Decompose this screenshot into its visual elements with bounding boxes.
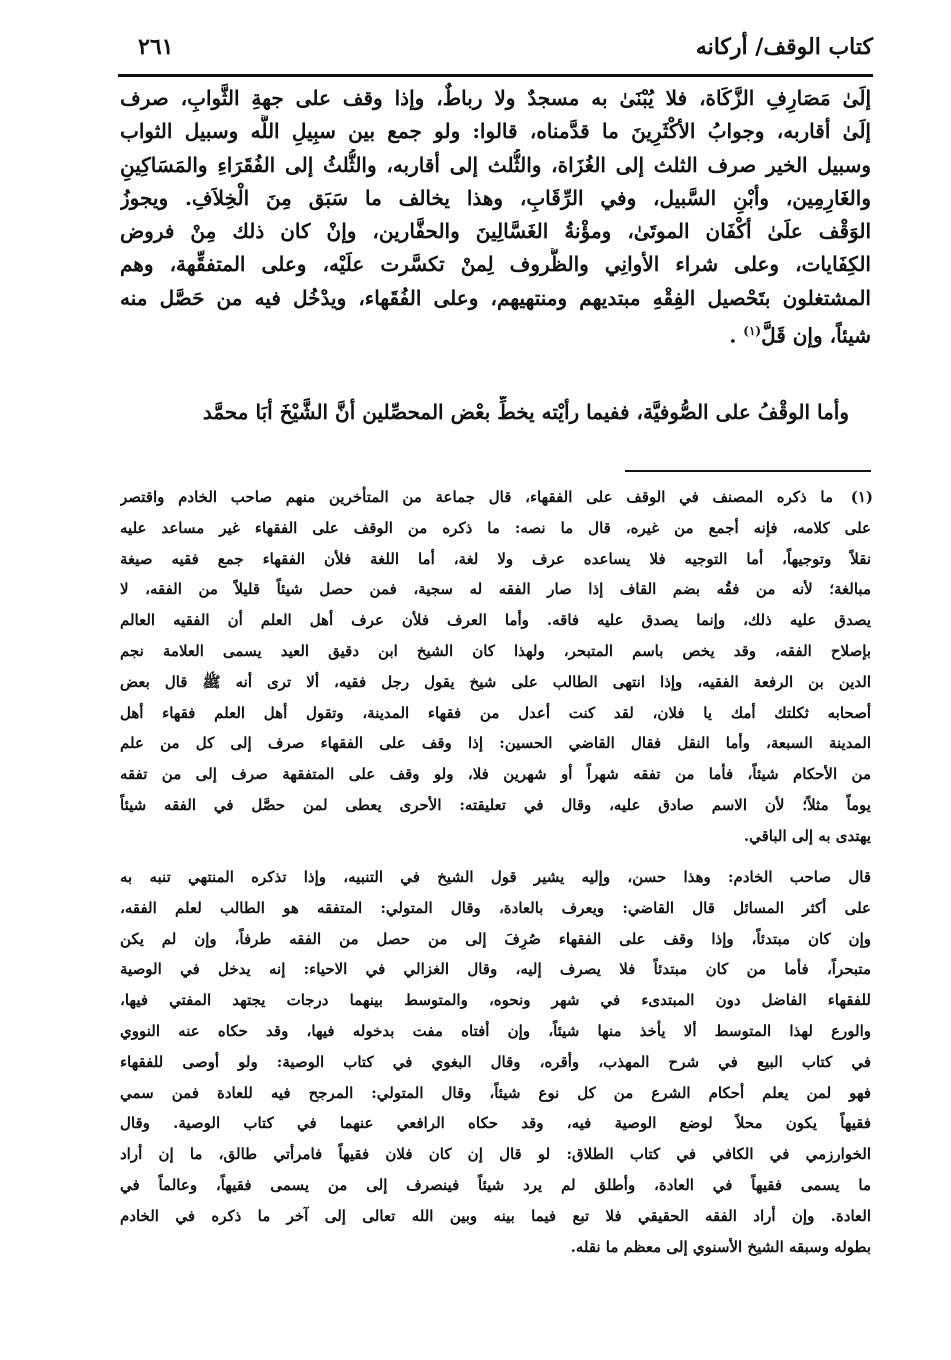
text-line: والغَارِمِين، وأبْنِ السَّبيل، وفي الرِّقَابِ، وهذا يخالف ما سَبَق مِنَ الْخِلاَفِ. ويجوزُ bbox=[120, 185, 871, 210]
text-line: مبالغة؛ لأنه من فقُه بضم القاف إذا صار الفقه له سجية، فمن حصل شيئاً قليلاً من الفقه، لا bbox=[120, 580, 871, 599]
text-line: وإن كان مبتدئاً، وإذا وقف على الفقهاء صُرِفَ إلى من حصل من الفقه طرفاً، وإن لم يكن bbox=[120, 929, 871, 948]
running-title: كتاب الوقف/ أركانه bbox=[695, 34, 873, 60]
text-line: يهتدى به إلى الباقي. bbox=[743, 826, 871, 845]
text-line: العادة. وإن أراد الفقه الحقيقي فلا تبع فيما بينه وبين الله تعالى إلى آخر ما ذكره في الخادم bbox=[120, 1206, 871, 1225]
footnote-1 bbox=[120, 482, 871, 852]
text-line: بإصلاح الفقه، وقد يخص باسم المتبحر، ولهذا كان الشيخ ابن دقيق العيد يسمى العلامة نجم bbox=[120, 641, 871, 660]
text-line: في كتاب البيع في شرح المهذب، وأقره، وقال البغوي في كتاب الوصية: ولو أوصى للفقهاء bbox=[120, 1052, 871, 1071]
text-line: من الأحكام شيئاً، فأما من تفقه شهراً أو شهرين فلا، ولو وقف على المتفقهة صرف إلى من تفقه bbox=[120, 765, 871, 784]
footnote-body bbox=[120, 482, 871, 852]
text-line: يصدق عليه ذلك، وإنما يصدق عليه فاقه. وأما العرف فلأن عرف أهل العلم أن الفقيه العالم bbox=[120, 611, 871, 630]
text-line: والورع لهذا المتوسط ألا يأخذ منها شيئاً، وإن أفتاه مفت بدخوله فيها، وقد حكاه عنه النووي bbox=[120, 1021, 871, 1040]
text-line: فهو لمن يعلم أحكام الشرع من كل نوع شيئاً، وقال المتولي: المرجح فيه للعادة فمن سمي bbox=[120, 1083, 871, 1102]
text-line: المشتغلون بتَحْصيل الفِقْهِ مبتديهم ومنتهيهم، وعلى الفُقَهاء، ويدْخُل فيه من حَصَّل منه bbox=[120, 285, 871, 310]
text-line: متبحراً، فأما من كان مبتدئاً فلا يصرف إليه، وقال الغزالي في الاحياء: إنه يدخل في الوصية bbox=[120, 960, 871, 979]
text-line: فقيهاً يكون محلاً لوضع الوصية فيه، وقد حكاه الرافعي عنهما في كتاب الوصية. وقال bbox=[120, 1114, 871, 1133]
text-line: الخوارزمي في الكافي في كتاب الطلاق: لو قال إن كان فلان فقيهاً فامرأتي طالق، ما إن أراد bbox=[120, 1145, 871, 1164]
text-line: نقلاً وتوجيهاً، أما التوجيه فلا يساعده عرف ولا لغة، أما اللغة فلأن الفقهاء جمع فقيه صيغة bbox=[120, 549, 871, 568]
text-line: ما ذكره المصنف في الوقف على الفقهاء، قال جماعة من المتأخرين منهم صاحب الخادم واقتصر bbox=[120, 488, 833, 506]
text-line: إلَىٰ مَصَارِفِ الزَّكَاة، فلا يُبْنَىٰ به مسجدٌ ولا رباطٌ، وإذا وقف على جهةِ الثَّوابِ، صرف bbox=[120, 86, 871, 110]
text-line: للفقهاء الفاضل دون المبتدىء في شهر ونحوه، والمتوسط بينهما درجات يجتهد المفتي فيها، bbox=[120, 991, 871, 1010]
text-line: أصحابه ثكلتك أمك يا فلان، لقد كنت أعدل من فقهاء المدينة، وتقول أهل العلم فقهاء أهل bbox=[120, 703, 871, 722]
footnote-1-continued bbox=[120, 862, 871, 1262]
text-line: الكِفَايات، وعلى شراء الأوانِي والظُّروف لِمنْ تكسَّرت علَيْه، وعلى المتفقِّهة، وهم bbox=[120, 252, 871, 277]
text-line: المدينة السبعة، وأما النقل فقال القاضي الحسين: إذا وقف على الفقهاء صرف إلى كل من علم bbox=[120, 734, 871, 753]
text-line: يوماً مثلاً؛ لأن الاسم صادق عليه، وقال في تعليقته: الأحرى يعطى لمن حصَّل في الفقه شيئاً bbox=[120, 795, 871, 814]
main-paragraph-1 bbox=[120, 82, 871, 353]
text-line: وسبيل الخير صرف الثلث إلى الغُزَاة، والثُّلث إلى أقاربه، والثُّلثُ إلى الفُقَرَاءِ والمَسَاكِينِ bbox=[120, 152, 871, 177]
footnote-separator bbox=[625, 470, 871, 472]
page-number: ٢٦١ bbox=[138, 34, 174, 60]
footnote-number: (١) bbox=[850, 488, 873, 506]
page-header bbox=[120, 34, 873, 68]
main-paragraph-2 bbox=[120, 396, 871, 429]
footnote-reference[interactable]: (١) bbox=[743, 324, 762, 339]
text-line: الوَقْف علَىٰ أكْفَان الموتَىٰ، ومؤْنةُ الغَسَّالِينَ والحفَّارين، وإنْ كان ذلك مِنْ فروض bbox=[120, 219, 871, 244]
text-line: بطوله وسبقه الشيخ الأسنوي إلى معظم ما نقله. bbox=[570, 1237, 871, 1256]
text-line: الدين بن الرفعة الفقيه، وإذا انتهى الطالب على شيخ يقول رجل فقيه، ألا ترى أنه ﷺ قال بعض bbox=[120, 672, 871, 691]
text-line bbox=[120, 315, 871, 353]
text-line: على أكثر المسائل قال القاضي: ويعرف بالعادة، وقال المتولي: المتفقه هو الطالب لعلم الفقه، bbox=[120, 898, 871, 917]
header-rule bbox=[118, 74, 873, 77]
period: . bbox=[729, 323, 737, 348]
text-line: وأما الوقْفُ على الصُّوفيَّة، ففيما رأيْته يخطِّ بعْض المحصِّلين أنَّ الشَّيْخَ أبَا محمَّد bbox=[202, 400, 849, 424]
text-line-content: شيئاً، وإن قَلَّ bbox=[761, 323, 871, 348]
text-line: ما يسمى فقيهاً في العادة، وأطلق لم يرد شيئاً فينصرف إلى من يسمى فقيهاً، وعالماً في bbox=[120, 1175, 871, 1194]
text-line: قال صاحب الخادم: وهذا حسن، وإليه يشير قول الشيخ في التنبيه، وإذا تذكره المنتهي تنبه به bbox=[120, 868, 871, 886]
text-line: على كلامه، فإنه أجمع من غيره، قال ما نصه: ما ذكره من الوقف على الفقهاء غير مساعد عليه bbox=[120, 518, 871, 537]
text-line: إلَىٰ أقاربه، وجوابُ الأكْثَرِينَ ما قدَّمناه، قالوا: ولو جمع بين سبِيلِ اللَّه وسبيل الثواب bbox=[120, 119, 871, 144]
